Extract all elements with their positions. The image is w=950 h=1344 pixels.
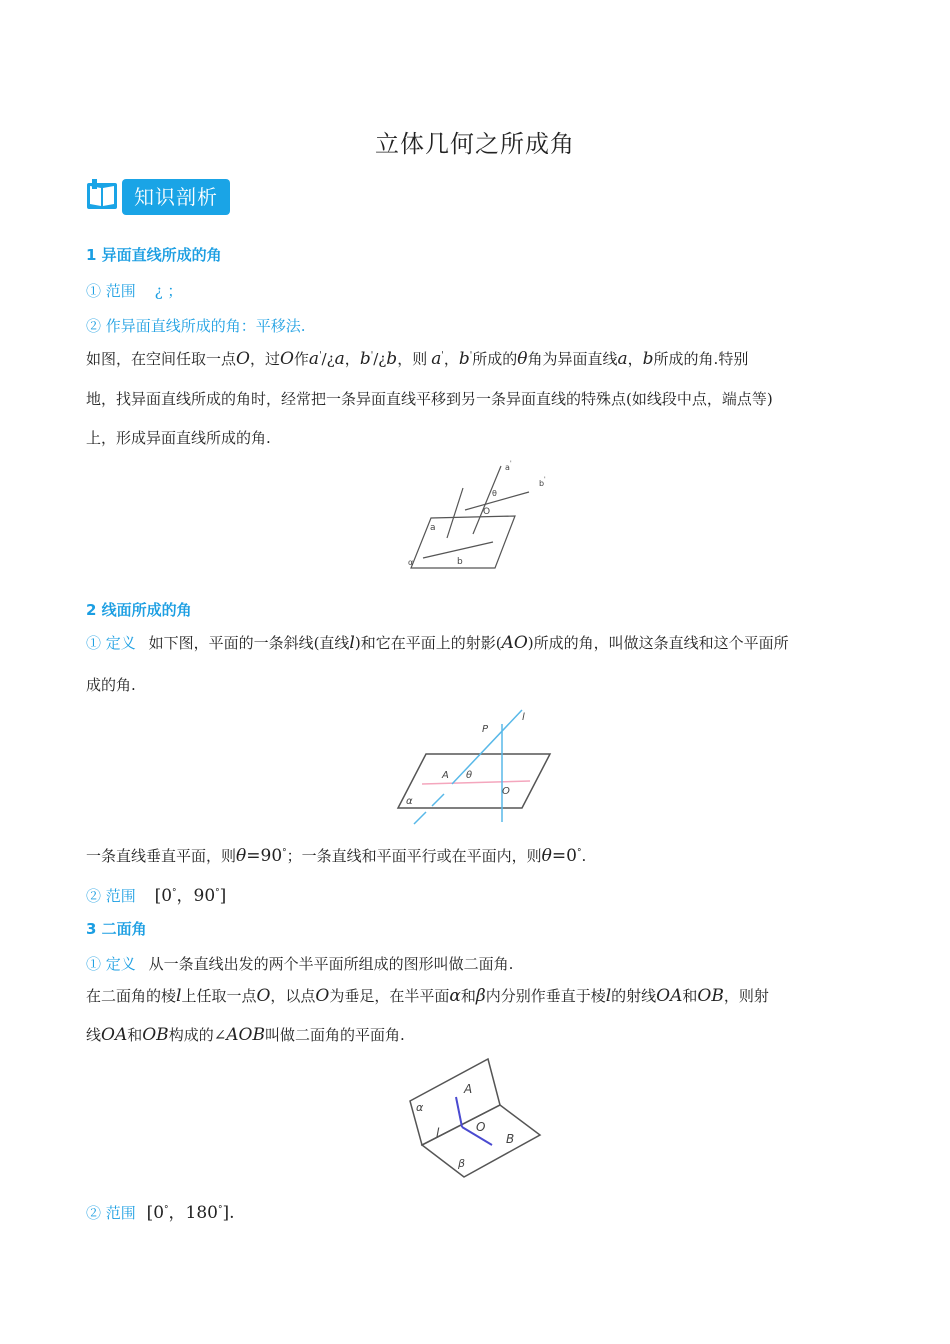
text: 在二面角的棱 xyxy=(86,987,177,1005)
line-b-prime xyxy=(465,492,529,510)
math-a: a xyxy=(617,349,628,369)
text: 叫做二面角的平面角. xyxy=(264,1026,405,1044)
s2-range-label: ② 范围 xyxy=(86,887,136,905)
s2-range-line: ② 范围 [0°，90°] xyxy=(86,886,227,906)
math-a-prime: a xyxy=(431,349,442,369)
math-l: l xyxy=(605,986,612,1006)
math-l: l xyxy=(176,986,182,1006)
s3-paragraph-line-1 xyxy=(86,985,769,1006)
range-close: ] xyxy=(219,886,227,906)
oblique-line-dash xyxy=(432,794,444,806)
projection-line xyxy=(422,781,530,784)
range-mid: ，90 xyxy=(176,886,216,906)
label-alpha: α xyxy=(416,1101,424,1114)
text: 角为异面直线 xyxy=(527,350,618,368)
text: /¿ xyxy=(321,350,335,368)
text: )所成的角，叫做这条直线和这个平面所 xyxy=(527,634,789,652)
text: ， xyxy=(627,350,643,368)
section-heading-2: 2 线面所成的角 xyxy=(86,601,192,619)
text: 线 xyxy=(86,1026,102,1044)
text: 的射线 xyxy=(611,987,657,1005)
range-close: ]. xyxy=(222,1203,235,1223)
section-heading-3: 3 二面角 xyxy=(86,920,147,938)
math-b-prime: b xyxy=(458,349,470,369)
label-O: O xyxy=(502,786,510,797)
s1-method: ② 作异面直线所成的角：平移法. xyxy=(86,317,306,335)
math-l: l xyxy=(349,633,355,653)
math-O: O xyxy=(256,986,271,1006)
math-OB: OB xyxy=(697,986,724,1006)
oblique-line-dash xyxy=(414,812,426,824)
text: ， xyxy=(443,350,459,368)
section-heading-1: 1 异面直线所成的角 xyxy=(86,246,222,264)
label-O: O xyxy=(483,507,491,517)
math-OA: OA xyxy=(101,1025,128,1045)
math-O: O xyxy=(236,349,250,369)
math-OB: OB xyxy=(142,1025,169,1045)
plane-alpha-outline xyxy=(411,516,515,568)
label-P: P xyxy=(482,724,489,735)
text: 内分别作垂直于棱 xyxy=(485,987,606,1005)
text: 构成的∠ xyxy=(168,1026,227,1044)
text: ，过 xyxy=(249,350,280,368)
text: 和 xyxy=(682,987,698,1005)
label-beta: β xyxy=(458,1157,466,1170)
label-theta: θ xyxy=(466,770,473,781)
s1-paragraph-line-1: 如图，在空间任取一点O，过O作a'/¿a，b'/¿b，则 a'，b'所成的θ角为异面直线a，b所成的角.特别 xyxy=(86,349,749,369)
s2-definition-label: ① 定义 xyxy=(86,634,136,652)
s1-paragraph-line-2: 地，找异面直线所成的角时，经常把一条异面直线平移到另一条异面直线的特殊点(如线段中点，端点等) xyxy=(86,390,773,408)
open-book-icon xyxy=(86,177,118,217)
text: ，以点 xyxy=(270,987,316,1005)
s3-definition-label: ① 定义 xyxy=(86,955,136,973)
s2-note-line: 一条直线垂直平面，则θ=90°；一条直线和平面平行或在平面内，则θ=0°. xyxy=(86,846,587,866)
label-B: B xyxy=(506,1132,515,1146)
s3-range-label: ② 范围 xyxy=(86,1204,136,1222)
math-a: a xyxy=(334,349,345,369)
range-mid: ，180 xyxy=(168,1203,218,1223)
math-theta: θ xyxy=(517,349,528,369)
svg-text:': ' xyxy=(544,476,546,483)
label-alpha: α xyxy=(406,796,413,807)
text: 和 xyxy=(127,1026,143,1044)
s2-definition-line-1 xyxy=(86,632,789,653)
label-a: a xyxy=(430,523,436,533)
figure-line-plane-angle xyxy=(392,704,558,828)
math-O: O xyxy=(279,349,294,369)
math-O: O xyxy=(315,986,330,1006)
math-b: b xyxy=(386,349,398,369)
text: 如图，在空间任取一点 xyxy=(86,350,237,368)
text: 上任取一点 xyxy=(181,987,257,1005)
label-alpha: α xyxy=(408,558,414,567)
text: ， xyxy=(344,350,360,368)
half-plane-beta xyxy=(422,1105,540,1177)
line-a-prime xyxy=(473,466,501,534)
text: 所成的 xyxy=(472,350,518,368)
s3-range-line: ② 范围 [0°，180°]. xyxy=(86,1203,235,1223)
s1-range-label: ① 范围 xyxy=(86,282,136,300)
math-90: =90 xyxy=(246,846,283,866)
math-alpha: α xyxy=(449,986,461,1006)
label-theta: θ xyxy=(492,489,497,498)
oblique-line-l xyxy=(452,710,522,784)
s3-paragraph-line-2 xyxy=(86,1024,405,1045)
badge-label: 知识剖析 xyxy=(122,179,230,215)
label-l: l xyxy=(522,712,525,723)
math-0: =0 xyxy=(551,846,577,866)
text: 所成的角.特别 xyxy=(653,350,749,368)
range-open: [0 xyxy=(146,1203,165,1223)
math-b-prime: b xyxy=(359,349,371,369)
label-b: b xyxy=(457,557,463,567)
line-a xyxy=(447,488,463,538)
line-b xyxy=(423,542,493,558)
label-l: l xyxy=(436,1126,440,1140)
page-title: 立体几何之所成角 xyxy=(375,130,575,158)
half-plane-alpha xyxy=(410,1059,500,1145)
text: . xyxy=(581,847,587,865)
math-AO: AO xyxy=(501,633,528,653)
label-A: A xyxy=(464,1082,473,1096)
label-a-prime: a xyxy=(505,463,510,472)
label-A: A xyxy=(442,770,449,781)
range-open: [0 xyxy=(154,886,173,906)
text: ，则射 xyxy=(723,987,769,1005)
math-AOB: AOB xyxy=(226,1025,265,1045)
s2-definition-line-2: 成的角. xyxy=(86,676,136,694)
math-theta: θ xyxy=(541,846,552,866)
text: 一条直线垂直平面，则 xyxy=(86,847,237,865)
s1-range-value: ¿ ； xyxy=(154,282,183,300)
text: 从一条直线出发的两个半平面所组成的图形叫做二面角. xyxy=(148,955,514,973)
math-OA: OA xyxy=(656,986,683,1006)
s3-definition-line xyxy=(86,953,513,974)
figure-skew-lines xyxy=(395,458,555,576)
math-a-prime: a xyxy=(308,349,320,369)
s1-range-line xyxy=(86,280,182,301)
text: 和 xyxy=(460,987,476,1005)
s1-paragraph-line-3: 上，形成异面直线所成的角. xyxy=(86,429,271,447)
text: ，则 xyxy=(397,350,428,368)
ray-OA xyxy=(456,1097,462,1127)
section-badge xyxy=(86,178,230,216)
math-b: b xyxy=(642,349,654,369)
text: 为垂足，在半平面 xyxy=(329,987,450,1005)
label-O: O xyxy=(476,1120,486,1134)
text: )和它在平面上的射影( xyxy=(354,634,502,652)
figure-dihedral-angle xyxy=(404,1053,546,1183)
label-b-prime: b xyxy=(539,479,545,488)
text: ；一条直线和平面平行或在平面内，则 xyxy=(286,847,542,865)
math-theta: θ xyxy=(236,846,247,866)
text: 作 xyxy=(293,350,309,368)
svg-text:': ' xyxy=(510,460,512,467)
math-beta: β xyxy=(475,986,486,1006)
text: /¿ xyxy=(373,350,387,368)
text: 如下图，平面的一条斜线(直线 xyxy=(148,634,350,652)
